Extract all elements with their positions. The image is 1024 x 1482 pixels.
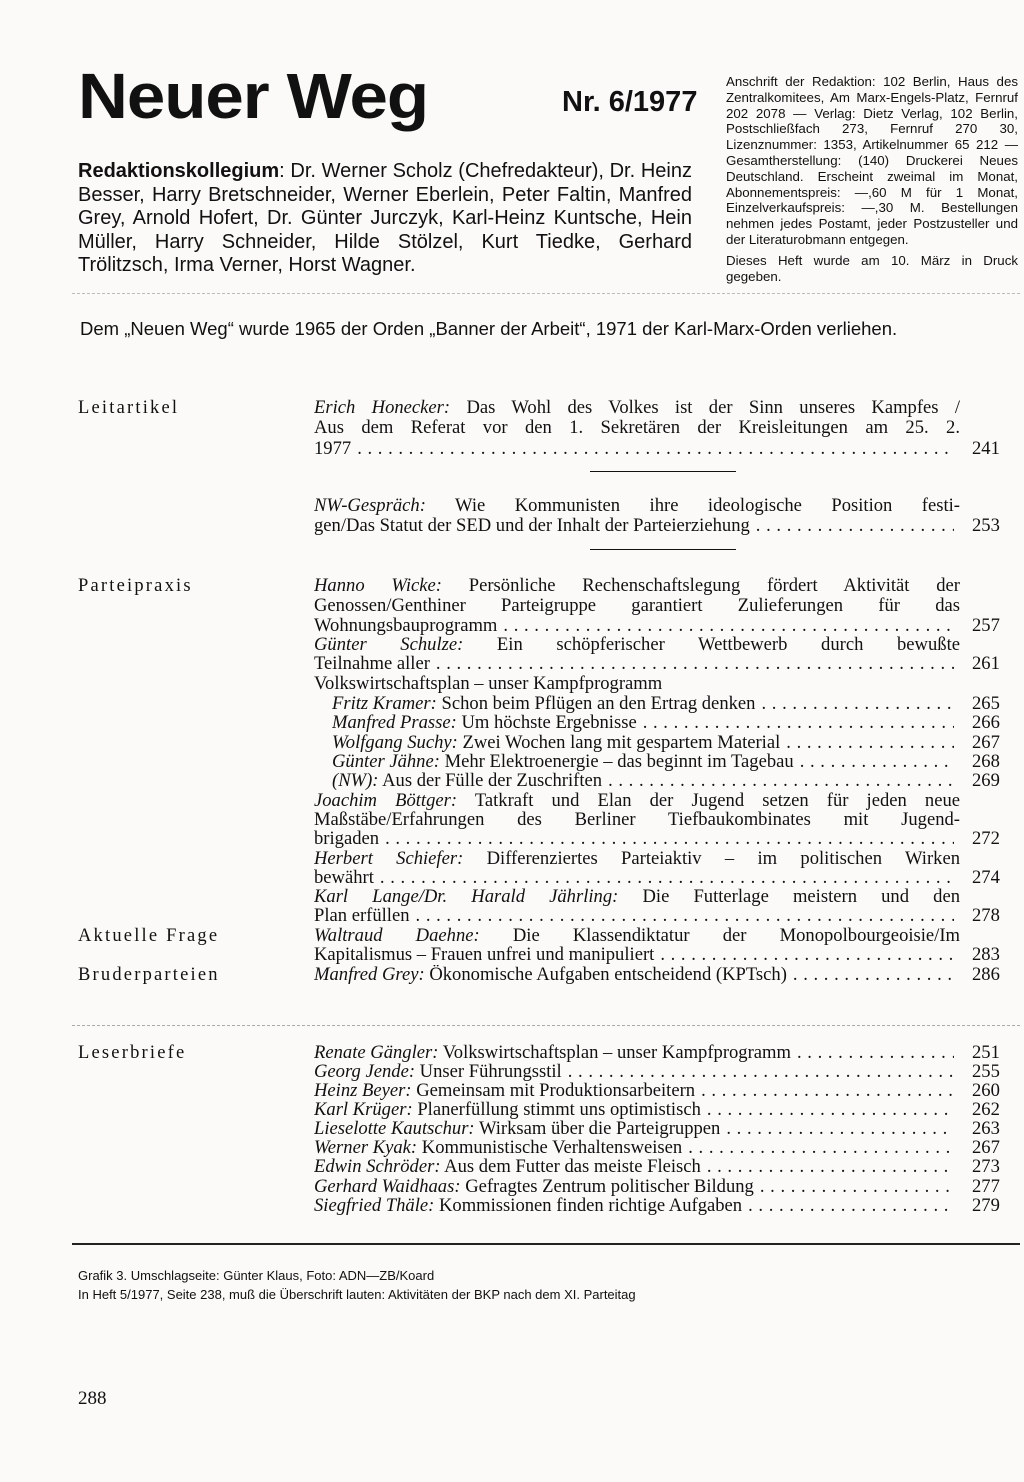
toc-entry-line: Gerhard Waidhaas: Gefragtes Zentrum politischer Bildung . . . bbox=[314, 1177, 960, 1197]
toc-page-number: 253 bbox=[972, 516, 1000, 536]
toc-page-number: 274 bbox=[972, 868, 1000, 888]
toc-entry-line: Wohnungsbauprogramm . . . bbox=[314, 616, 960, 636]
toc-entry-line: Lieselotte Kautschur: Wirksam über die Parteigruppen . . . bbox=[314, 1119, 960, 1139]
toc-entry-line: Georg Jende: Unser Führungsstil . . . bbox=[314, 1062, 960, 1082]
toc-page-number: 262 bbox=[972, 1100, 1000, 1120]
toc-page-number: 273 bbox=[972, 1157, 1000, 1177]
correction-note: In Heft 5/1977, Seite 238, muß die Überschrift lauten: Aktivitäten der BKP nach dem XI. Parteitag bbox=[78, 1287, 636, 1302]
masthead-title: Neuer Weg bbox=[78, 60, 429, 132]
toc-entry-line: Erich Honecker: Das Wohl des Volkes ist der Sinn unseres Kampfes / bbox=[314, 398, 960, 418]
entry-divider bbox=[590, 471, 736, 472]
toc-page-number: 268 bbox=[972, 752, 1000, 772]
section-label-leserbriefe: Leserbriefe bbox=[78, 1043, 187, 1063]
print-note: Dieses Heft wurde am 10. März in Druck gegeben. bbox=[726, 252, 1018, 284]
entry-divider bbox=[590, 549, 736, 550]
toc-entry-line: Genossen/Genthiner Parteigruppe garantiert Zulieferungen für das bbox=[314, 596, 960, 616]
section-label-leitartikel: Leitartikel bbox=[78, 398, 180, 418]
toc-entry-line: Siegfried Thäle: Kommissionen finden richtige Aufgaben . . . bbox=[314, 1196, 960, 1216]
toc-page-number: 265 bbox=[972, 694, 1000, 714]
toc-page-number: 267 bbox=[972, 733, 1000, 753]
page-number: 288 bbox=[78, 1388, 107, 1409]
toc-page-number: 278 bbox=[972, 906, 1000, 926]
toc-entry-line: Günter Jähne: Mehr Elektroenergie – das beginnt im Tagebau . . . bbox=[332, 752, 960, 772]
header-divider bbox=[72, 293, 1020, 294]
toc-entry-line: Edwin Schröder: Aus dem Futter das meiste Fleisch . . . bbox=[314, 1157, 960, 1177]
toc-page-number: 257 bbox=[972, 616, 1000, 636]
toc-entry-line: Kapitalismus – Frauen unfrei und manipuliert . . . bbox=[314, 945, 960, 965]
toc-page-number: 279 bbox=[972, 1196, 1000, 1216]
toc-page-number: 277 bbox=[972, 1177, 1000, 1197]
toc-entry-line: Fritz Kramer: Schon beim Pflügen an den Ertrag denken . . . bbox=[332, 694, 960, 714]
toc-page-number: 266 bbox=[972, 713, 1000, 733]
toc-page-number: 267 bbox=[972, 1138, 1000, 1158]
section-divider bbox=[72, 1025, 1020, 1026]
photo-credit: Grafik 3. Umschlagseite: Günter Klaus, Foto: ADN—ZB/Koard bbox=[78, 1268, 435, 1283]
toc-entry-line: Manfred Prasse: Um höchste Ergebnisse . . . bbox=[332, 713, 960, 733]
toc-entry-line: Karl Lange/Dr. Harald Jährling: Die Futterlage meistern und den bbox=[314, 887, 960, 907]
toc-entry-line: Teilnahme aller . . . bbox=[314, 654, 960, 674]
section-label-aktuelle-frage: Aktuelle Frage bbox=[78, 926, 220, 946]
section-label-bruderparteien: Bruderparteien bbox=[78, 965, 220, 985]
toc-entry-line: (NW): Aus der Fülle der Zuschriften . . . bbox=[332, 771, 960, 791]
board-label: Redaktionskollegium bbox=[78, 160, 280, 182]
toc-entry-line: NW-Gespräch: Wie Kommunisten ihre ideologische Position festi- bbox=[314, 496, 960, 516]
toc-entry-line: Aus dem Referat vor den 1. Sekretären der Kreisleitungen am 25. 2. bbox=[314, 418, 960, 438]
toc-entry-line: Manfred Grey: Ökonomische Aufgaben entscheidend (KPTsch) . . . bbox=[314, 965, 960, 985]
toc-entry-line: Günter Schulze: Ein schöpferischer Wettbewerb durch bewußte bbox=[314, 635, 960, 655]
footer-divider bbox=[72, 1243, 1020, 1245]
toc-page-number: 241 bbox=[972, 439, 1000, 459]
toc-entry-line: Karl Krüger: Planerfüllung stimmt uns optimistisch . . . bbox=[314, 1100, 960, 1120]
toc-page-number: 269 bbox=[972, 771, 1000, 791]
toc-entry-line: Wolfgang Suchy: Zwei Wochen lang mit gespartem Material . . . bbox=[332, 733, 960, 753]
board-names: : Dr. Werner Scholz (Chefredakteur), Dr. Heinz Besser, Harry Bretschneider, Werner Eberlein, Peter Faltin, Manfred Grey, Arnold Hofert, Dr. Günter Jurczyk, Karl-Heinz Kuntsche, Hein Müller, Harry Schneider, Hilde Stölzel, Kurt Tiedke, Gerhard Trölitzsch, Irma Verner, Horst Wagner. bbox=[78, 160, 692, 277]
toc-subheading: Volkswirtschaftsplan – unser Kampfprogramm bbox=[314, 674, 663, 694]
toc-page-number: 261 bbox=[972, 654, 1000, 674]
toc-entry-line: Hanno Wicke: Persönliche Rechenschaftslegung fördert Aktivität der bbox=[314, 576, 960, 596]
toc-entry-line: gen/Das Statut der SED und der Inhalt der Parteierziehung . . . bbox=[314, 516, 960, 536]
toc-page-number: 251 bbox=[972, 1043, 1000, 1063]
issue-number: Nr. 6/1977 bbox=[562, 86, 698, 118]
toc-entry-line: Heinz Beyer: Gemeinsam mit Produktionsarbeitern . . . bbox=[314, 1081, 960, 1101]
toc-page-number: 255 bbox=[972, 1062, 1000, 1082]
section-label-parteipraxis: Parteipraxis bbox=[78, 576, 193, 596]
toc-page-number: 283 bbox=[972, 945, 1000, 965]
toc-entry-line: brigaden . . . bbox=[314, 829, 960, 849]
toc-entry-line: 1977 . . . bbox=[314, 439, 960, 459]
toc-entry-line: bewährt . . . bbox=[314, 868, 960, 888]
toc-entry-line: Renate Gängler: Volkswirtschaftsplan – unser Kampfprogramm . . . bbox=[314, 1043, 960, 1063]
editorial-board bbox=[78, 160, 692, 278]
toc-entry-line: Werner Kyak: Kommunistische Verhaltensweisen . . . bbox=[314, 1138, 960, 1158]
toc-entry-line: Waltraud Daehne: Die Klassendiktatur der Monopolbourgeoisie/Im bbox=[314, 926, 960, 946]
toc-page-number: 272 bbox=[972, 829, 1000, 849]
address-text: Anschrift der Redaktion: 102 Berlin, Haus des Zentralkomitees, Am Marx-Engels-Platz, Fernruf 202 2078 — Verlag: Dietz Verlag, 102 Berlin, Postschließfach 273, Fernruf 270 30, Lizenznummer: 1353, Artikelnummer 65 212 — Gesamtherstellung: (140) Druckerei Neues Deutschland. Erscheint zweimal im Monat, Abonnementspreis: —,60 M für 1 Monat, Einzelverkaufspreis: —,30 M. Bestellungen nehmen jedes Postamt, jeder Postzusteller und der Literaturobmann entgegen. bbox=[726, 74, 1018, 247]
toc-entry-line: Joachim Böttger: Tatkraft und Elan der Jugend setzen für jeden neue bbox=[314, 791, 960, 811]
toc-page-number: 263 bbox=[972, 1119, 1000, 1139]
award-notice: Dem „Neuen Weg“ wurde 1965 der Orden „Banner der Arbeit“, 1971 der Karl-Marx-Orden verliehen. bbox=[80, 318, 898, 339]
toc-page-number: 286 bbox=[972, 965, 1000, 985]
toc-page-number: 260 bbox=[972, 1081, 1000, 1101]
editorial-address bbox=[726, 74, 1018, 284]
toc-entry-line: Herbert Schiefer: Differenziertes Parteiaktiv – im politischen Wirken bbox=[314, 849, 960, 869]
toc-entry-line: Maßstäbe/Erfahrungen des Berliner Tiefbaukombinates mit Jugend- bbox=[314, 810, 960, 830]
toc-entry-line: Plan erfüllen . . . bbox=[314, 906, 960, 926]
